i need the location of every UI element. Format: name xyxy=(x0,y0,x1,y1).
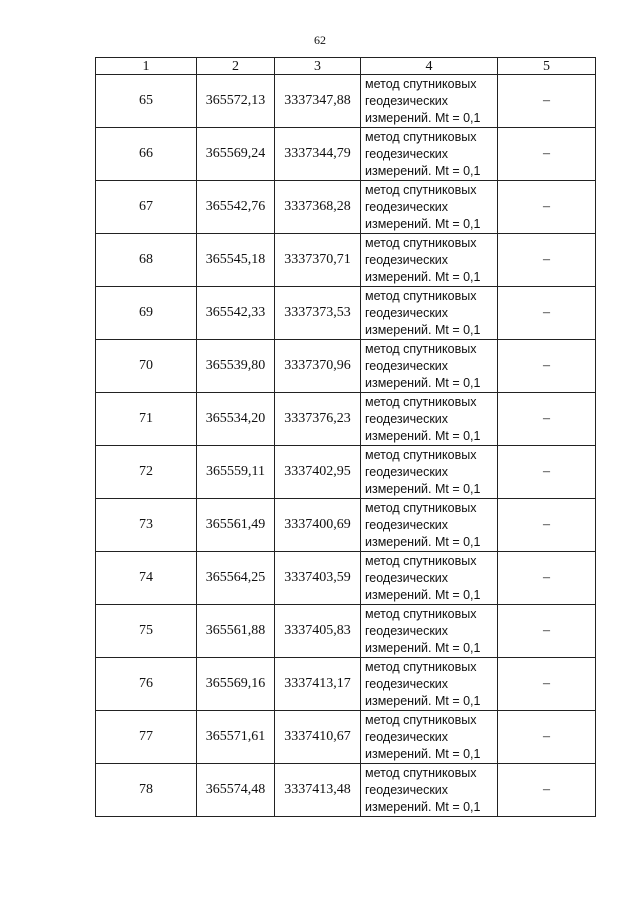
x-coordinate-cell: 365572,13 xyxy=(197,75,275,128)
method-line: измерений. Mt = 0,1 xyxy=(365,799,481,814)
point-number-cell: 72 xyxy=(96,446,197,499)
y-coordinate-cell: 3337347,88 xyxy=(275,75,361,128)
method-line: измерений. Mt = 0,1 xyxy=(365,693,481,708)
y-coordinate-cell: 3337400,69 xyxy=(275,499,361,552)
header-col-5: 5 xyxy=(498,58,596,75)
coordinates-table xyxy=(95,57,596,817)
method-cell xyxy=(361,764,498,817)
note-cell: – xyxy=(498,446,596,499)
table-row xyxy=(96,446,596,499)
table-row xyxy=(96,181,596,234)
x-coordinate-cell: 365561,49 xyxy=(197,499,275,552)
x-coordinate-cell: 365545,18 xyxy=(197,234,275,287)
y-coordinate-cell: 3337370,96 xyxy=(275,340,361,393)
point-number-cell: 69 xyxy=(96,287,197,340)
method-line: метод спутниковых xyxy=(365,341,477,356)
note-cell: – xyxy=(498,764,596,817)
method-line: метод спутниковых xyxy=(365,500,477,515)
method-line: метод спутниковых xyxy=(365,606,477,621)
header-col-1: 1 xyxy=(96,58,197,75)
note-cell: – xyxy=(498,234,596,287)
table-row xyxy=(96,287,596,340)
table-row xyxy=(96,393,596,446)
table-row xyxy=(96,340,596,393)
note-cell: – xyxy=(498,658,596,711)
x-coordinate-cell: 365571,61 xyxy=(197,711,275,764)
method-line: метод спутниковых xyxy=(365,394,477,409)
x-coordinate-cell: 365534,20 xyxy=(197,393,275,446)
y-coordinate-cell: 3337344,79 xyxy=(275,128,361,181)
method-line: измерений. Mt = 0,1 xyxy=(365,640,481,655)
header-col-3: 3 xyxy=(275,58,361,75)
method-line: геодезических xyxy=(365,411,449,426)
header-col-4: 4 xyxy=(361,58,498,75)
header-col-2: 2 xyxy=(197,58,275,75)
method-line: метод спутниковых xyxy=(365,712,477,727)
note-cell: – xyxy=(498,287,596,340)
point-number-cell: 66 xyxy=(96,128,197,181)
y-coordinate-cell: 3337373,53 xyxy=(275,287,361,340)
method-cell xyxy=(361,340,498,393)
note-cell: – xyxy=(498,340,596,393)
method-line: измерений. Mt = 0,1 xyxy=(365,269,481,284)
method-cell xyxy=(361,499,498,552)
method-line: измерений. Mt = 0,1 xyxy=(365,481,481,496)
note-cell: – xyxy=(498,605,596,658)
method-line: геодезических xyxy=(365,464,449,479)
method-line: метод спутниковых xyxy=(365,288,477,303)
y-coordinate-cell: 3337405,83 xyxy=(275,605,361,658)
point-number-cell: 76 xyxy=(96,658,197,711)
note-cell: – xyxy=(498,181,596,234)
table-row xyxy=(96,234,596,287)
y-coordinate-cell: 3337413,48 xyxy=(275,764,361,817)
point-number-cell: 70 xyxy=(96,340,197,393)
method-line: геодезических xyxy=(365,305,449,320)
y-coordinate-cell: 3337410,67 xyxy=(275,711,361,764)
method-line: метод спутниковых xyxy=(365,553,477,568)
table-row xyxy=(96,764,596,817)
y-coordinate-cell: 3337376,23 xyxy=(275,393,361,446)
method-line: измерений. Mt = 0,1 xyxy=(365,322,481,337)
method-line: метод спутниковых xyxy=(365,76,477,91)
x-coordinate-cell: 365569,24 xyxy=(197,128,275,181)
table-header-row xyxy=(96,58,596,75)
point-number-cell: 77 xyxy=(96,711,197,764)
x-coordinate-cell: 365574,48 xyxy=(197,764,275,817)
table-row xyxy=(96,658,596,711)
point-number-cell: 68 xyxy=(96,234,197,287)
note-cell: – xyxy=(498,552,596,605)
note-cell: – xyxy=(498,499,596,552)
method-line: геодезических xyxy=(365,93,449,108)
point-number-cell: 74 xyxy=(96,552,197,605)
method-cell xyxy=(361,605,498,658)
note-cell: – xyxy=(498,393,596,446)
method-line: измерений. Mt = 0,1 xyxy=(365,216,481,231)
note-cell: – xyxy=(498,711,596,764)
y-coordinate-cell: 3337413,17 xyxy=(275,658,361,711)
method-line: измерений. Mt = 0,1 xyxy=(365,587,481,602)
table-row xyxy=(96,75,596,128)
y-coordinate-cell: 3337403,59 xyxy=(275,552,361,605)
x-coordinate-cell: 365539,80 xyxy=(197,340,275,393)
method-line: измерений. Mt = 0,1 xyxy=(365,534,481,549)
method-line: геодезических xyxy=(365,146,449,161)
method-line: измерений. Mt = 0,1 xyxy=(365,110,481,125)
note-cell: – xyxy=(498,75,596,128)
table-body xyxy=(96,75,596,817)
method-line: геодезических xyxy=(365,358,449,373)
y-coordinate-cell: 3337368,28 xyxy=(275,181,361,234)
method-line: метод спутниковых xyxy=(365,765,477,780)
method-line: метод спутниковых xyxy=(365,659,477,674)
method-line: метод спутниковых xyxy=(365,129,477,144)
method-cell xyxy=(361,75,498,128)
method-line: измерений. Mt = 0,1 xyxy=(365,428,481,443)
method-cell xyxy=(361,234,498,287)
point-number-cell: 71 xyxy=(96,393,197,446)
method-cell xyxy=(361,658,498,711)
x-coordinate-cell: 365542,76 xyxy=(197,181,275,234)
table-row xyxy=(96,499,596,552)
method-line: геодезических xyxy=(365,570,449,585)
method-cell xyxy=(361,552,498,605)
point-number-cell: 65 xyxy=(96,75,197,128)
method-line: измерений. Mt = 0,1 xyxy=(365,746,481,761)
method-cell xyxy=(361,711,498,764)
x-coordinate-cell: 365559,11 xyxy=(197,446,275,499)
x-coordinate-cell: 365561,88 xyxy=(197,605,275,658)
method-line: геодезических xyxy=(365,729,449,744)
x-coordinate-cell: 365564,25 xyxy=(197,552,275,605)
table-row xyxy=(96,128,596,181)
point-number-cell: 75 xyxy=(96,605,197,658)
point-number-cell: 73 xyxy=(96,499,197,552)
point-number-cell: 78 xyxy=(96,764,197,817)
table-row xyxy=(96,711,596,764)
method-line: геодезических xyxy=(365,199,449,214)
method-line: измерений. Mt = 0,1 xyxy=(365,375,481,390)
x-coordinate-cell: 365542,33 xyxy=(197,287,275,340)
method-line: геодезических xyxy=(365,782,449,797)
method-line: метод спутниковых xyxy=(365,182,477,197)
method-line: геодезических xyxy=(365,252,449,267)
table-row xyxy=(96,552,596,605)
method-cell xyxy=(361,393,498,446)
y-coordinate-cell: 3337370,71 xyxy=(275,234,361,287)
method-line: геодезических xyxy=(365,676,449,691)
method-line: геодезических xyxy=(365,517,449,532)
method-line: измерений. Mt = 0,1 xyxy=(365,163,481,178)
point-number-cell: 67 xyxy=(96,181,197,234)
method-cell xyxy=(361,128,498,181)
page-number: 62 xyxy=(314,33,326,47)
method-line: геодезических xyxy=(365,623,449,638)
method-line: метод спутниковых xyxy=(365,235,477,250)
method-cell xyxy=(361,181,498,234)
note-cell: – xyxy=(498,128,596,181)
x-coordinate-cell: 365569,16 xyxy=(197,658,275,711)
method-line: метод спутниковых xyxy=(365,447,477,462)
table-row xyxy=(96,605,596,658)
y-coordinate-cell: 3337402,95 xyxy=(275,446,361,499)
method-cell xyxy=(361,287,498,340)
method-cell xyxy=(361,446,498,499)
